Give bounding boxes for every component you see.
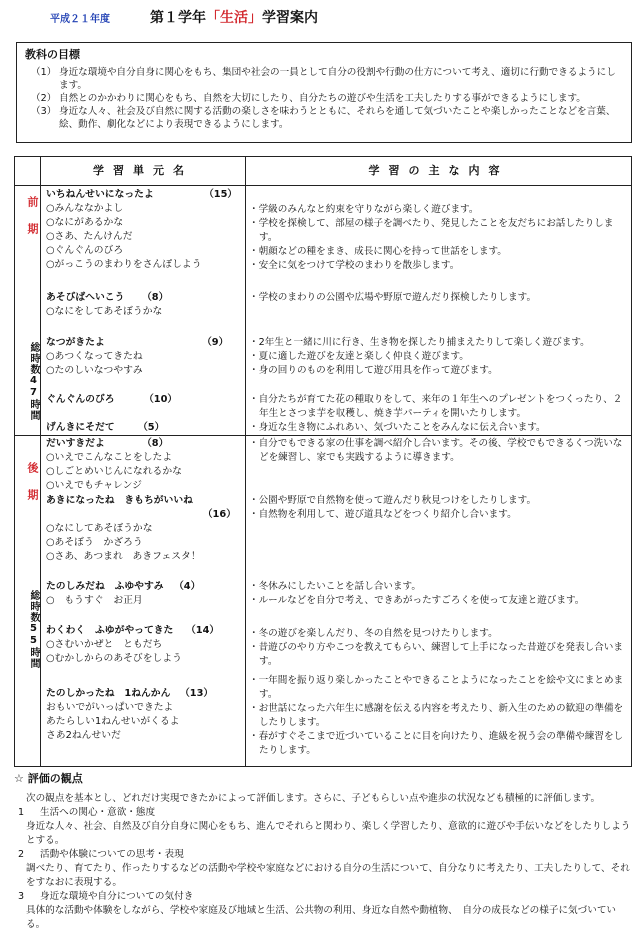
unit-hours: （9） (202, 337, 229, 348)
unit-title: あきになったね きもちがいいね (46, 495, 193, 506)
content-line: ・自分でもできる家の仕事を調べ紹介し合います。その後、学校でもできるくつ洗いなどを練習し、家でも実践するように導きます。 (249, 438, 623, 463)
subject-goals-box (16, 42, 632, 143)
term-first-label: 前期 (26, 196, 39, 250)
unit-sub: ○あつくなってきたね (46, 351, 143, 362)
criterion-body: 具体的な活動や体験をしながら、学校や家庭及び地域と生活、公共物の利用、身近な自然や動植物、 自分の成長などの様子に気づいている。 (26, 905, 617, 930)
unit-content (249, 494, 629, 522)
goal-number: （3） (31, 106, 57, 118)
unit-sub: ○なにしてあそぼうかな (46, 523, 153, 534)
unit-sub: ○なにをしてあそぼうかな (46, 306, 163, 317)
unit-title: だいすきだよ (46, 438, 105, 449)
unit-title: いちねんせいになったよ (46, 189, 154, 200)
content-line: ・身の回りのものを利用して遊び用具を作って遊びます。 (249, 365, 498, 376)
unit-block (46, 291, 246, 319)
goal-number: （1） (31, 67, 57, 79)
unit-hours: （15） (204, 189, 238, 200)
goal-number: （2） (31, 93, 57, 105)
goals-heading: 教科の目標 (25, 48, 80, 61)
unit-sub: ○むかしからのあそびをしよう (46, 653, 182, 664)
goal-item (25, 105, 623, 131)
curriculum-table (14, 156, 632, 767)
unit-content (249, 393, 629, 421)
evaluation-section (14, 772, 634, 932)
unit-hours: （8） (142, 438, 169, 449)
criterion-title-text: 身近な環境や自分についての気付き (40, 891, 194, 902)
content-line: ・2年生と一緒に川に行き、生き物を探したり捕まえたりして楽しく遊びます。 (249, 337, 590, 348)
criterion-body: 身近な人々、社会、自然及び自分自身に関心をもち、進んでそれらと関わり、楽しく学習したり、意欲的に遊びや手伝いなどをしたりしようとする。 (26, 821, 631, 846)
unit-content (249, 291, 629, 305)
unit-sub: ○たのしいなつやすみ (46, 365, 143, 376)
unit-sub: ○さあ、たんけんだ (46, 231, 133, 242)
goal-text: 身近な環境や自分自身に関心をもち、集団や社会の一員として自分の役割や行動の仕方について考え、適切に行動できるようにします。 (59, 67, 616, 92)
content-line: ・お世話になった六年生に感謝を伝える内容を考えたり、新入生のための歓迎の準備をしたりします。 (249, 703, 624, 728)
unit-hours: （4） (174, 581, 201, 592)
unit-sub: ○なにがあるかな (46, 217, 124, 228)
unit-title: たのしかったね 1ねんかん (46, 688, 171, 699)
unit-title: げんきにそだて (46, 422, 115, 433)
goal-text: 自然とのかかわりに関心をもち、自然を大切にしたり、自分たちの遊びや生活を工夫したりする事ができるようにします。 (59, 93, 586, 105)
content-line: ・自分たちが育てた花の種取りをして、来年の１年生へのプレゼントをつくったり、２年生とさつま芋を収穫し、焼き芋パーティを開いたりします。 (249, 394, 623, 419)
page-title (150, 9, 318, 29)
unit-sub: ○さむいかぜと ともだち (46, 639, 163, 650)
unit-sub: ○いえでもチャレンジ (46, 480, 142, 491)
content-line: ・学校を探検して、部屋の様子を調べたり、発見したことを友だちにお話したりします。 (249, 218, 614, 243)
unit-block (46, 687, 246, 743)
unit-hours: （10） (144, 394, 178, 405)
unit-content (249, 674, 629, 758)
col-header-content: 学習の主な内容 (368, 164, 509, 177)
unit-block (46, 494, 246, 564)
unit-title: わくわく ふゆがやってきた (46, 625, 174, 636)
content-line: ・朝顔などの種をまき、成長に関心を持って世話をします。 (249, 246, 507, 257)
unit-block (46, 580, 246, 608)
unit-title: なつがきたよ (46, 337, 105, 348)
criterion-title (14, 848, 634, 862)
content-line: ・身近な生き物にふれあい、気づいたことをみんなに伝え合います。 (249, 422, 546, 433)
content-line: ・冬の遊びを楽しんだり、冬の自然を見つけたりします。 (249, 628, 498, 639)
fiscal-year: 平成２１年度 (50, 14, 110, 25)
unit-block (46, 336, 246, 378)
unit-block (46, 393, 246, 407)
unit-sub: ○しごとめいじんになれるかな (46, 466, 182, 477)
criterion-title-text: 生活への関心・意欲・態度 (40, 807, 156, 818)
unit-hours: （16） (202, 509, 236, 520)
unit-block (46, 421, 246, 435)
title-subject: 「生活」 (206, 10, 262, 26)
criterion-title (14, 890, 634, 904)
unit-sub: ○いえでこんなことをしたよ (46, 452, 173, 463)
content-line: ・一年間を振り返り楽しかったことやできることようになったことを絵や文にまとめます。 (249, 675, 624, 700)
unit-content (249, 203, 629, 273)
unit-hours: （5） (138, 422, 165, 433)
unit-content (249, 580, 629, 608)
unit-block (46, 624, 246, 666)
unit-title: たのしみだね ふゆやすみ (46, 581, 164, 592)
content-line: ・冬休みにしたいことを話し合います。 (249, 581, 421, 592)
unit-hours: （14） (186, 625, 220, 636)
unit-hours: （8） (142, 292, 169, 303)
unit-block (46, 188, 246, 272)
criterion-number: 3 (18, 891, 25, 902)
content-line: ・公園や野原で自然物を使って遊んだり秋見つけをしたりします。 (249, 495, 537, 506)
content-line: ・学級のみんなと約束を守りながら楽しく遊びます。 (249, 204, 479, 215)
unit-sub: さあ2ねんせいだ (46, 730, 121, 741)
unit-block (46, 437, 246, 493)
unit-sub: ○あそぼう かざろう (46, 537, 143, 548)
term-first-hours: 総時数47時間 (28, 341, 39, 421)
title-suffix: 学習案内 (262, 10, 318, 26)
unit-sub: ○がっこうのまわりをさんぽしよう (46, 259, 202, 270)
unit-sub: おもいでがいっぱいできたよ (46, 702, 174, 713)
goal-item (25, 92, 623, 105)
goal-item (25, 66, 623, 92)
criterion-number: 1 (18, 807, 25, 818)
criterion-title-text: 活動や体験についての思考・表現 (40, 849, 184, 860)
content-line: ・自然物を利用して、遊び道具などをつくり紹介し合います。 (249, 509, 517, 520)
title-grade: 第１学年 (150, 10, 206, 26)
unit-title: あそびばへいこう (46, 292, 125, 303)
goal-text: 身近な人々、社会及び自然に関する活動の楽しさを味わうとともに、それらを通して気づいたことや楽しかったことなどを言葉、絵、動作、劇化などにより表現できるようにします。 (59, 106, 616, 131)
unit-content (249, 437, 629, 465)
term-second-hours: 総時数55時間 (28, 589, 39, 669)
criterion-body: 調べたり、育てたり、作ったりするなどの活動や学校や家庭などにおける自分の生活について、自分なりに考えたり、工夫したりして、それをすなおに表現する。 (26, 863, 630, 888)
unit-sub: ○みんななかよし (46, 203, 124, 214)
unit-sub: あたらしい1ねんせいがくるよ (46, 716, 180, 727)
evaluation-intro: 次の観点を基本とし、どれだけ実現できたかによって評価します。さらに、子どもらしい点や進歩の状況なども積極的に評価します。 (26, 793, 601, 804)
col-header-units: 学習単元名 (93, 164, 193, 177)
criterion-number: 2 (18, 849, 25, 860)
content-line: ・夏に適した遊びを友達と楽しく仲良く遊びます。 (249, 351, 469, 362)
content-line: ・ルールなどを自分で考え、できあがったすごろくを使って友達と遊びます。 (249, 595, 585, 606)
unit-sub: ○さあ、あつまれ あきフェスタ！ (46, 551, 201, 562)
content-line: ・学校のまわりの公園や広場や野原で遊んだり探検したりします。 (249, 292, 537, 303)
unit-title: ぐんぐんのびろ (46, 394, 115, 405)
unit-hours: （13） (180, 688, 214, 699)
unit-content (249, 627, 629, 669)
criterion-title (14, 806, 634, 820)
content-line: ・安全に気をつけて学校のまわりを散歩します。 (249, 260, 460, 271)
unit-sub: ○ もうすぐ お正月 (46, 595, 143, 606)
content-line: ・昔遊びのやり方やこつを教えてもらい、練習して上手になった昔遊びを発表し合います。 (249, 642, 623, 667)
unit-content (249, 421, 629, 435)
term-second-label: 後期 (26, 462, 39, 516)
evaluation-heading: ☆ 評価の観点 (14, 772, 83, 785)
unit-content (249, 336, 629, 378)
unit-sub: ○ぐんぐんのびろ (46, 245, 124, 256)
content-line: ・春がすぐそこまで近づいていることに目を向けたり、進級を祝う会の準備や練習をしたりします。 (249, 731, 624, 756)
